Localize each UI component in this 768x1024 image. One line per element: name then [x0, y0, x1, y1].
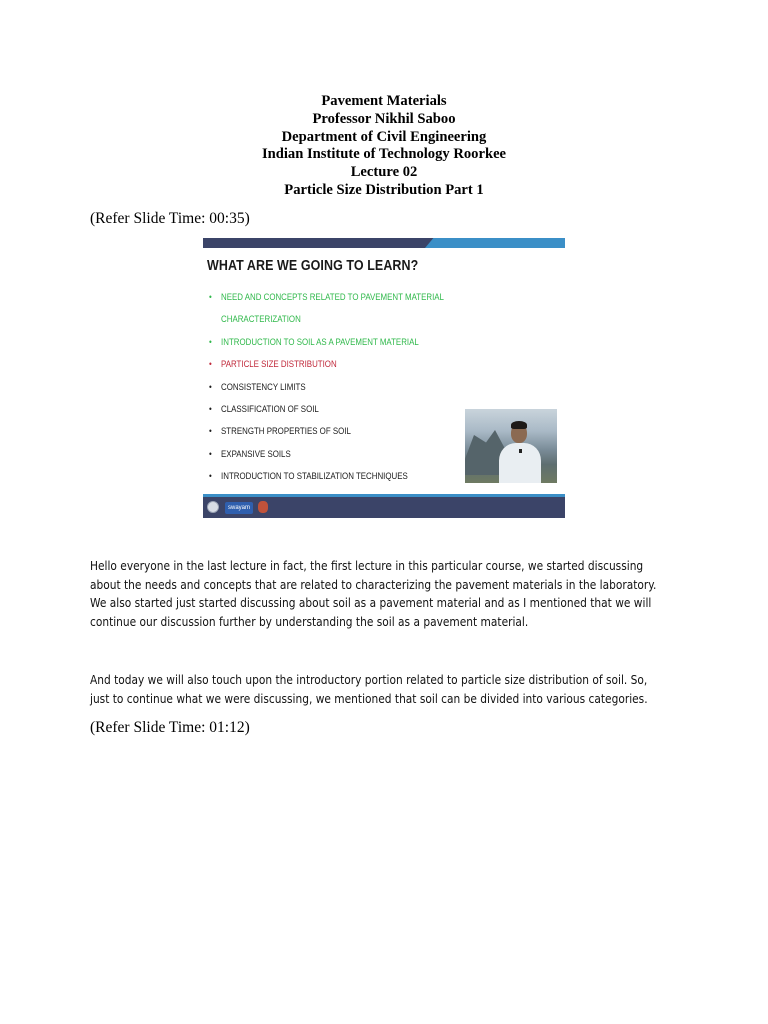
slide-title: WHAT ARE WE GOING TO LEARN?	[207, 258, 419, 274]
lecture-slide	[203, 238, 565, 518]
swayam-logo: swayam	[225, 502, 253, 514]
slide-topic-item	[209, 381, 444, 403]
bullet-icon: •	[209, 471, 212, 482]
slide-topic-label: PARTICLE SIZE DISTRIBUTION	[221, 359, 337, 370]
institute-logo-icon	[207, 501, 219, 513]
slide-topic-item	[209, 425, 444, 447]
slide-topic-item	[209, 448, 444, 470]
slide-topic-item	[209, 336, 444, 358]
bullet-icon: •	[209, 359, 212, 370]
refer-slide-time-2: (Refer Slide Time: 01:12)	[90, 719, 250, 736]
bullet-icon: •	[209, 292, 212, 302]
paragraph-line: We also started just started discussing about soil as a pavement material and as I mentioned that we will	[90, 596, 652, 610]
slide-footer	[203, 497, 565, 518]
institute: Indian Institute of Technology Roorkee	[261, 146, 507, 163]
slide-topic-label: CONSISTENCY LIMITS	[221, 381, 306, 392]
slide-topic-list	[209, 291, 482, 493]
bullet-icon: •	[209, 336, 212, 347]
lecture-number: Lecture 02	[350, 164, 418, 181]
refer-slide-time-1: (Refer Slide Time: 00:35)	[90, 210, 250, 227]
paragraph-line: Hello everyone in the last lecture in fact, the first lecture in this particular course, we started discussing	[90, 559, 644, 573]
slide-topic-item	[209, 403, 444, 425]
paragraph-line: continue our discussion further by understanding the soil as a pavement material.	[90, 614, 529, 629]
course-title: Pavement Materials	[321, 93, 447, 109]
slide-topic-label: NEED AND CONCEPTS RELATED TO PAVEMENT MATERIAL	[221, 292, 444, 302]
slide-topic-label: STRENGTH PROPERTIES OF SOIL	[221, 426, 351, 437]
transcript-paragraph-1	[90, 557, 690, 631]
bullet-icon: •	[209, 448, 212, 459]
slide-topic-label: EXPANSIVE SOILS	[221, 448, 291, 459]
slide-topic-label: CHARACTERIZATION	[221, 314, 301, 325]
microphone-icon	[519, 449, 522, 453]
transcript-paragraph-2	[90, 671, 690, 708]
slide-top-accent	[425, 238, 565, 248]
paragraph-line: about the needs and concepts that are related to characterizing the pavement materials in the laboratory.	[90, 577, 657, 592]
professor-name: Professor Nikhil Saboo	[312, 110, 456, 127]
bullet-icon: •	[209, 426, 212, 437]
slide-topic-item-current	[209, 358, 444, 380]
lecture-header	[0, 93, 768, 200]
slide-topic-item	[209, 313, 444, 335]
nptel-logo-icon	[258, 501, 268, 513]
bullet-icon: •	[209, 403, 212, 414]
lecture-title: Particle Size Distribution Part 1	[284, 181, 484, 198]
slide-topic-label: CLASSIFICATION OF SOIL	[221, 403, 319, 414]
slide-topic-label: INTRODUCTION TO STABILIZATION TECHNIQUES	[221, 471, 408, 482]
slide-topic-item	[209, 470, 444, 492]
presenter-hair	[511, 421, 527, 429]
slide-topic-label: INTRODUCTION TO SOIL AS A PAVEMENT MATERIAL	[221, 336, 419, 347]
slide-topic-item	[209, 291, 444, 313]
paragraph-line: just to continue what we were discussing, we mentioned that soil can be divided into various categories.	[90, 691, 648, 706]
bullet-icon: •	[209, 381, 212, 392]
presenter-video-thumbnail	[465, 409, 557, 483]
department: Department of Civil Engineering	[281, 128, 487, 145]
paragraph-line: And today we will also touch upon the introductory portion related to particle size distribution of soil. So,	[90, 673, 648, 687]
